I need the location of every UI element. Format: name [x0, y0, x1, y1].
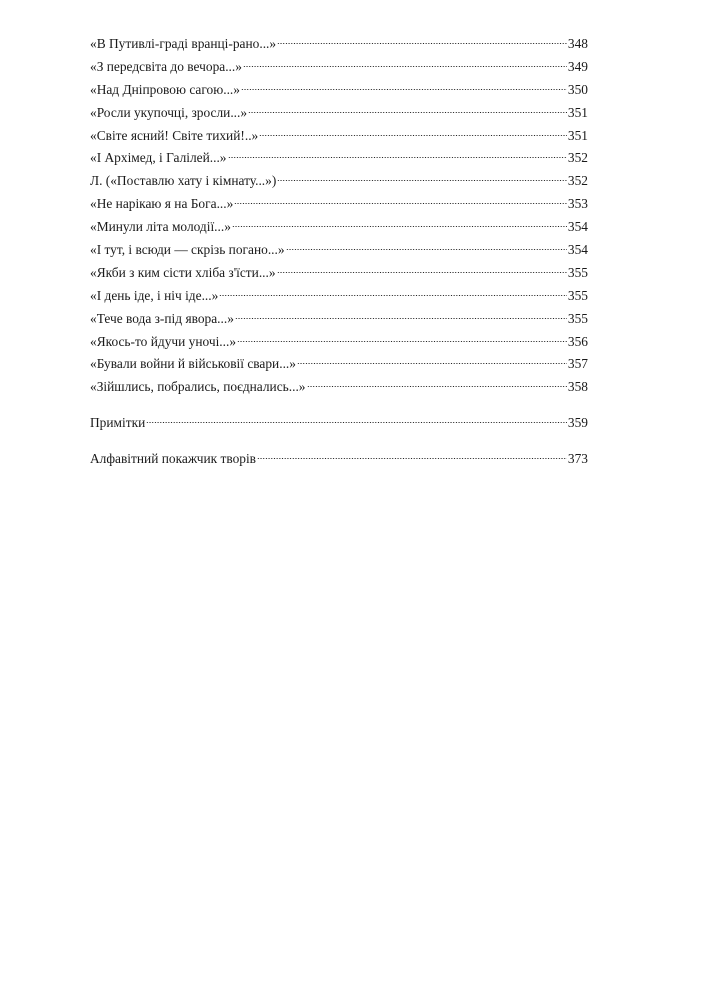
toc-entry-title: «Росли укупочці, зросли...»	[90, 104, 248, 120]
toc-entry	[90, 262, 588, 285]
toc-leader-dots	[277, 37, 567, 45]
toc-leader-dots	[286, 243, 567, 251]
toc-entry-alphabetical-index	[90, 448, 588, 471]
toc-entry	[90, 308, 588, 331]
table-of-contents	[90, 33, 588, 471]
toc-entry	[90, 285, 588, 308]
toc-entry-title: «Бували войни й військовії свари...»	[90, 356, 296, 372]
toc-entry-page: 355	[567, 310, 588, 326]
toc-entry-title: «Над Дніпровою сагою...»	[90, 81, 240, 97]
toc-entry-title: Л. («Поставлю хату і кімнату...»)	[90, 173, 277, 189]
toc-leader-dots	[235, 312, 567, 320]
toc-entry-page: 356	[567, 333, 588, 349]
toc-entry-title: «Якби з ким сісти хліба з'їсти...»	[90, 264, 276, 280]
toc-entry	[90, 331, 588, 354]
toc-entry-page: 352	[567, 150, 588, 166]
toc-entry-title: Примітки	[90, 415, 146, 431]
toc-entry-page: 350	[567, 81, 588, 97]
toc-entry	[90, 216, 588, 239]
toc-entry	[90, 33, 588, 56]
toc-list	[90, 33, 588, 471]
toc-entry-title: «В Путивлі-граді вранці-рано...»	[90, 36, 277, 51]
toc-entry-title: «Минули літа молодії...»	[90, 219, 231, 235]
toc-leader-dots	[146, 416, 567, 424]
toc-entry	[90, 56, 588, 79]
toc-entry-page: 358	[567, 379, 588, 395]
toc-leader-dots	[243, 60, 567, 68]
toc-leader-dots	[232, 220, 567, 228]
toc-leader-dots	[228, 151, 567, 159]
toc-entry	[90, 102, 588, 125]
toc-entry-page: 357	[567, 356, 588, 372]
toc-entry-title: Алфавітний покажчик творів	[90, 451, 257, 467]
toc-leader-dots	[277, 174, 567, 182]
toc-entry	[90, 376, 588, 399]
toc-entry-title: «Зійшлись, побрались, поєднались...»	[90, 379, 306, 395]
toc-entry-title: «Якось-то йдучи уночі...»	[90, 333, 237, 349]
toc-leader-dots	[234, 197, 567, 205]
toc-entry-page: 373	[567, 451, 588, 467]
toc-entry-title: «І Архімед, і Галілей...»	[90, 150, 227, 166]
toc-entry	[90, 147, 588, 170]
toc-entry	[90, 193, 588, 216]
toc-entry-page: 352	[567, 173, 588, 189]
toc-leader-dots	[237, 335, 567, 343]
toc-leader-dots	[257, 452, 567, 460]
toc-entry-page: 354	[567, 219, 588, 235]
toc-entry-notes	[90, 412, 588, 435]
toc-entry-page: 355	[567, 287, 588, 303]
toc-entry	[90, 353, 588, 376]
toc-entry-page: 355	[567, 264, 588, 280]
toc-entry	[90, 170, 588, 193]
toc-entry	[90, 79, 588, 102]
toc-entry-title: «І день іде, і ніч іде...»	[90, 287, 219, 303]
toc-leader-dots	[307, 380, 567, 388]
toc-entry	[90, 239, 588, 262]
toc-leader-dots	[297, 357, 567, 365]
toc-leader-dots	[277, 266, 567, 274]
toc-entry-page: 353	[567, 196, 588, 212]
toc-entry-page: 349	[567, 58, 588, 74]
toc-entry-page: 351	[567, 127, 588, 143]
toc-entry-title: «Не нарікаю я на Бога...»	[90, 196, 234, 212]
toc-entry-title: «З передсвіта до вечора...»	[90, 58, 242, 74]
toc-entry-title: «Тече вода з-під явора...»	[90, 310, 234, 326]
toc-leader-dots	[241, 83, 567, 91]
toc-entry	[90, 125, 588, 148]
toc-entry-page: 354	[567, 242, 588, 258]
toc-leader-dots	[259, 129, 567, 137]
toc-entry-page: 351	[567, 104, 588, 120]
toc-leader-dots	[248, 106, 567, 114]
toc-leader-dots	[219, 289, 567, 297]
toc-entry-page: 359	[567, 415, 588, 431]
toc-entry-title: «І тут, і всюди — скрізь погано...»	[90, 242, 285, 258]
toc-entry-title: «Світе ясний! Світе тихий!..»	[90, 127, 259, 143]
toc-entry-page: 348	[567, 36, 588, 51]
